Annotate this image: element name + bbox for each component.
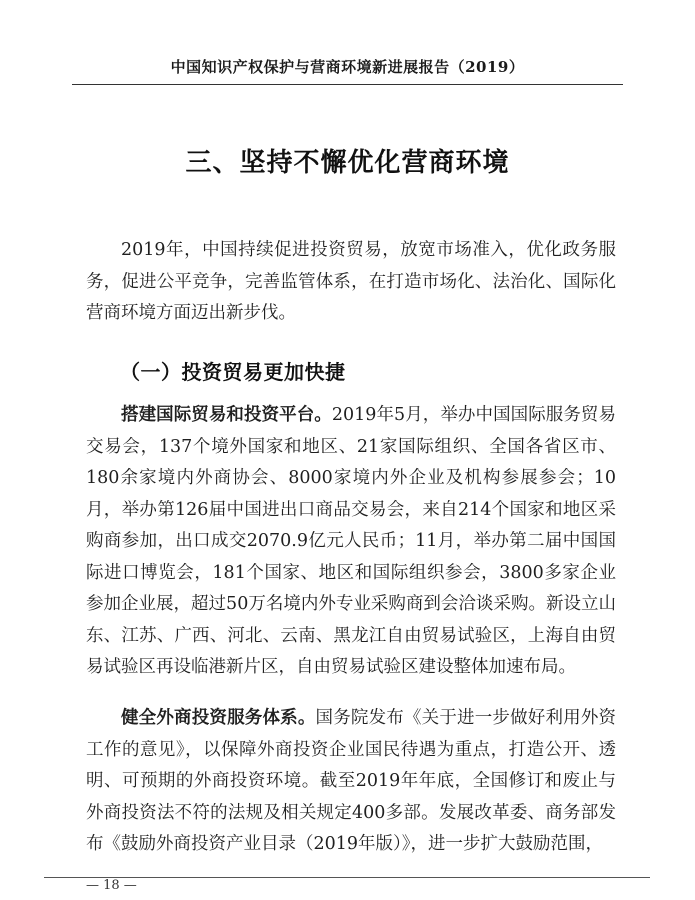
paragraph-lead: 搭建国际贸易和投资平台。: [121, 405, 332, 425]
running-header: 中国知识产权保护与营商环境新进展报告（2019）: [170, 58, 525, 76]
chapter-title: 三、坚持不懈优化营商环境: [185, 148, 510, 178]
section-heading: （一）投资贸易更加快捷: [120, 360, 346, 384]
paragraph-trade-platform: [86, 400, 616, 684]
paragraph-lead: 健全外商投资服务体系。: [121, 708, 316, 728]
intro-paragraph: [86, 235, 616, 330]
paragraph-text: [86, 400, 616, 684]
paragraph-body: 2019年5月，举办中国国际服务贸易交易会，137个境外国家和地区、21家国际组织、全国各省区市、180余家境内外商协会、8000家境内外企业及机构参展参会；10月，举办第126届中国进出口商品交易会，来自214个国家和地区采购商参加，出口成交2070.9亿元人民币；11月，举办第二届中国国际进口博览会，181个国家、地区和国际组织参会，3800多家企业参加企业展，超过50万名境内外专业采购商到会洽谈采购。新设立山东、江苏、广西、河北、云南、黑龙江自由贸易试验区，上海自由贸易试验区再设临港新片区，自由贸易试验区建设整体加速布局。: [86, 405, 616, 677]
page-number: — 18 —: [86, 878, 137, 893]
intro-text: 2019年，中国持续促进投资贸易，放宽市场准入，优化政务服务，促进公平竞争，完善监管体系，在打造市场化、法治化、国际化营商环境方面迈出新步伐。: [86, 240, 616, 323]
paragraph-body: 国务院发布《关于进一步做好利用外资工作的意见》，以保障外商投资企业国民待遇为重点，打造公开、透明、可预期的外商投资环境。截至2019年年底，全国修订和废止与外商投资法不符的法规及相关规定400多部。发展改革委、商务部发布《鼓励外商投资产业目录（2019年版）》，进一步扩大鼓励范围，: [86, 708, 617, 854]
paragraph-text: [86, 703, 616, 861]
paragraph-foreign-investment: [86, 703, 616, 861]
header-rule: [72, 84, 623, 85]
